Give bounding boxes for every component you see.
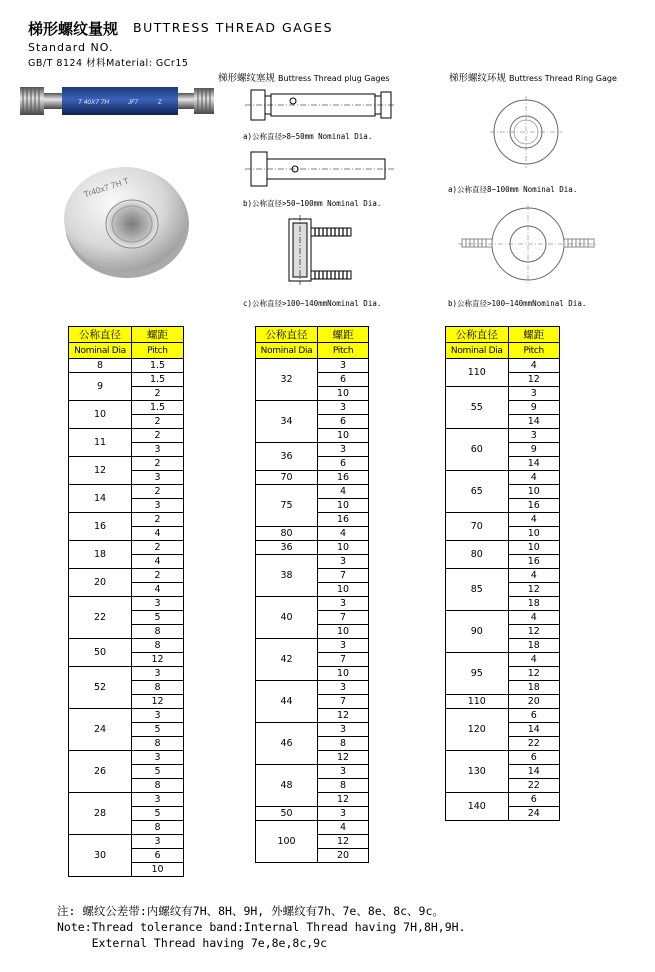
nominal-dia-cell: 50 — [69, 639, 132, 667]
nominal-dia-cell: 12 — [69, 457, 132, 485]
nominal-dia-cell: 26 — [69, 751, 132, 793]
pitch-cell: 3 — [132, 709, 184, 723]
header-nominal-dia: 公称直径 — [256, 327, 318, 343]
standard-line: GB/T 8124 材料Material: GCr15 — [28, 58, 189, 69]
pitch-cell: 3 — [132, 793, 184, 807]
plug-caption-a: a)公称直径>8~50mm Nominal Dia. — [243, 132, 373, 141]
table-row — [69, 457, 184, 471]
nominal-dia-cell: 80 — [256, 527, 318, 541]
table-row — [69, 373, 184, 387]
pitch-cell: 6 — [318, 373, 369, 387]
table-row — [256, 555, 369, 569]
table-row — [69, 793, 184, 807]
nominal-dia-cell: 110 — [446, 695, 509, 709]
table-row — [256, 821, 369, 835]
header-nominal-dia: Nominal Dia — [69, 343, 132, 359]
table-row — [446, 541, 560, 555]
nominal-dia-cell: 75 — [256, 485, 318, 527]
pitch-cell: 10 — [318, 387, 369, 401]
pitch-cell: 12 — [318, 793, 369, 807]
pitch-cell: 16 — [318, 513, 369, 527]
pitch-cell: 3 — [318, 443, 369, 457]
pitch-cell: 7 — [318, 695, 369, 709]
pitch-cell: 4 — [318, 821, 369, 835]
pitch-cell: 2 — [132, 457, 184, 471]
header-pitch: Pitch — [318, 343, 369, 359]
nominal-dia-cell: 60 — [446, 429, 509, 471]
nominal-dia-cell: 80 — [446, 541, 509, 569]
pitch-cell: 6 — [508, 793, 559, 807]
pitch-cell: 6 — [508, 751, 559, 765]
standard-label: Standard NO. — [28, 41, 114, 54]
note-line-en-1: Note:Thread tolerance band:Internal Thread having 7H,8H,9H. — [57, 920, 466, 934]
pitch-cell: 12 — [132, 695, 184, 709]
pitch-cell: 8 — [132, 779, 184, 793]
title-english: BUTTRESS THREAD GAGES — [133, 20, 334, 35]
nominal-dia-cell: 14 — [69, 485, 132, 513]
plug-section-title-cn: 梯形螺纹塞规 — [218, 73, 276, 84]
pitch-cell: 2 — [132, 429, 184, 443]
table-row — [446, 709, 560, 723]
table-header-cn — [256, 327, 369, 343]
pitch-cell: 9 — [508, 443, 559, 457]
table-row — [256, 807, 369, 821]
ring-caption-a: a)公称直径8~100mm Nominal Dia. — [448, 185, 578, 194]
header-nominal-dia: Nominal Dia — [446, 343, 509, 359]
ring-section-title-cn: 梯形螺纹环规 — [449, 73, 507, 84]
pitch-table-1 — [68, 326, 184, 877]
pitch-cell: 1.5 — [132, 373, 184, 387]
pitch-cell: 18 — [508, 681, 559, 695]
pitch-cell: 3 — [318, 723, 369, 737]
table-header-cn — [446, 327, 560, 343]
pitch-cell: 1.5 — [132, 401, 184, 415]
ring-gauge-photo — [62, 162, 192, 280]
header-pitch: 螺距 — [508, 327, 559, 343]
pitch-cell: 10 — [132, 863, 184, 877]
pitch-cell: 10 — [318, 429, 369, 443]
nominal-dia-cell: 32 — [256, 359, 318, 401]
table-row — [69, 429, 184, 443]
pitch-cell: 2 — [132, 569, 184, 583]
pitch-cell: 5 — [132, 765, 184, 779]
pitch-cell: 10 — [508, 527, 559, 541]
header-nominal-dia: 公称直径 — [69, 327, 132, 343]
note-line-cn: 注: 螺纹公差带:内螺纹有7H、8H、9H, 外螺纹有7h、7e、8e、8c、9c。 — [57, 904, 444, 918]
note-line-en-2: External Thread having 7e,8e,8c,9c — [57, 936, 328, 950]
pitch-cell: 10 — [318, 541, 369, 555]
nominal-dia-cell: 30 — [69, 835, 132, 877]
ring-section-title — [449, 70, 617, 84]
pitch-cell: 12 — [508, 583, 559, 597]
pitch-cell: 6 — [318, 415, 369, 429]
pitch-cell: 2 — [132, 541, 184, 555]
pitch-cell: 14 — [508, 723, 559, 737]
nominal-dia-cell: 90 — [446, 611, 509, 653]
nominal-dia-cell: 65 — [446, 471, 509, 513]
table-row — [446, 359, 560, 373]
table-row — [256, 765, 369, 779]
pitch-cell: 12 — [508, 625, 559, 639]
pitch-cell: 7 — [318, 611, 369, 625]
pitch-cell: 12 — [508, 667, 559, 681]
pitch-cell: 3 — [132, 835, 184, 849]
table-row — [69, 401, 184, 415]
plug-photo-label2: JF7 — [128, 100, 139, 106]
header-pitch: 螺距 — [132, 327, 184, 343]
nominal-dia-cell: 52 — [69, 667, 132, 709]
pitch-cell: 14 — [508, 415, 559, 429]
pitch-cell: 10 — [318, 583, 369, 597]
table-row — [446, 695, 560, 709]
pitch-cell: 3 — [508, 429, 559, 443]
pitch-cell: 12 — [318, 751, 369, 765]
table-row — [69, 751, 184, 765]
pitch-cell: 8 — [132, 737, 184, 751]
ring-drawing-a — [490, 96, 562, 168]
pitch-cell: 2 — [132, 387, 184, 401]
table-header-en — [69, 343, 184, 359]
table-row — [256, 401, 369, 415]
nominal-dia-cell: 48 — [256, 765, 318, 807]
nominal-dia-cell: 38 — [256, 555, 318, 597]
pitch-cell: 22 — [508, 737, 559, 751]
nominal-dia-cell: 10 — [69, 401, 132, 429]
nominal-dia-cell: 70 — [446, 513, 509, 541]
pitch-cell: 20 — [318, 849, 369, 863]
pitch-cell: 3 — [132, 597, 184, 611]
pitch-cell: 10 — [318, 625, 369, 639]
nominal-dia-cell: 140 — [446, 793, 509, 821]
pitch-cell: 4 — [132, 583, 184, 597]
pitch-cell: 4 — [318, 485, 369, 499]
pitch-cell: 8 — [318, 737, 369, 751]
table-row — [256, 527, 369, 541]
pitch-cell: 10 — [508, 541, 559, 555]
nominal-dia-cell: 36 — [256, 541, 318, 555]
pitch-cell: 5 — [132, 723, 184, 737]
pitch-cell: 3 — [132, 499, 184, 513]
pitch-cell: 2 — [132, 485, 184, 499]
table-row — [69, 639, 184, 653]
pitch-cell: 1.5 — [132, 359, 184, 373]
pitch-cell: 3 — [318, 765, 369, 779]
pitch-cell: 3 — [318, 401, 369, 415]
nominal-dia-cell: 16 — [69, 513, 132, 541]
pitch-cell: 16 — [508, 499, 559, 513]
table-row — [446, 793, 560, 807]
pitch-cell: 7 — [318, 653, 369, 667]
table-row — [256, 443, 369, 457]
plug-photo-label: T 40X7 7H — [78, 99, 110, 106]
header-pitch: Pitch — [132, 343, 184, 359]
pitch-cell: 10 — [318, 667, 369, 681]
ring-drawing-b — [458, 205, 598, 283]
pitch-cell: 3 — [318, 639, 369, 653]
pitch-cell: 22 — [508, 779, 559, 793]
pitch-cell: 3 — [318, 807, 369, 821]
table-row — [446, 471, 560, 485]
nominal-dia-cell: 24 — [69, 709, 132, 751]
table-row — [69, 667, 184, 681]
plug-drawing-a — [245, 88, 395, 128]
nominal-dia-cell: 8 — [69, 359, 132, 373]
pitch-cell: 8 — [132, 681, 184, 695]
ring-photo-label: Tr40x7 7H T — [82, 175, 130, 200]
header-pitch: 螺距 — [318, 327, 369, 343]
nominal-dia-cell: 44 — [256, 681, 318, 723]
plug-caption-c: c)公称直径>100~140mmNominal Dia. — [243, 299, 382, 308]
header-nominal-dia: Nominal Dia — [256, 343, 318, 359]
nominal-dia-cell: 46 — [256, 723, 318, 765]
pitch-cell: 7 — [318, 569, 369, 583]
table-row — [446, 429, 560, 443]
pitch-cell: 14 — [508, 765, 559, 779]
table-row — [446, 653, 560, 667]
nominal-dia-cell: 40 — [256, 597, 318, 639]
table-row — [69, 597, 184, 611]
nominal-dia-cell: 110 — [446, 359, 509, 387]
pitch-cell: 8 — [318, 779, 369, 793]
plug-section-title-en: Buttress Thread plug Gages — [278, 74, 390, 83]
pitch-cell: 3 — [132, 667, 184, 681]
header-nominal-dia: 公称直径 — [446, 327, 509, 343]
pitch-cell: 3 — [132, 471, 184, 485]
nominal-dia-cell: 55 — [446, 387, 509, 429]
header-pitch: Pitch — [508, 343, 559, 359]
pitch-cell: 14 — [508, 457, 559, 471]
nominal-dia-cell: 22 — [69, 597, 132, 639]
plug-section-title — [218, 70, 390, 84]
table-header-cn — [69, 327, 184, 343]
table-row — [69, 513, 184, 527]
table-row — [69, 541, 184, 555]
pitch-cell: 12 — [318, 709, 369, 723]
pitch-cell: 8 — [132, 625, 184, 639]
table-header-en — [446, 343, 560, 359]
table-row — [446, 387, 560, 401]
table-row — [69, 359, 184, 373]
nominal-dia-cell: 20 — [69, 569, 132, 597]
pitch-cell: 3 — [318, 359, 369, 373]
plug-photo-label3: Z — [158, 100, 162, 106]
table-row — [256, 541, 369, 555]
pitch-cell: 4 — [508, 471, 559, 485]
table-header-en — [256, 343, 369, 359]
pitch-cell: 4 — [132, 555, 184, 569]
table-row — [256, 597, 369, 611]
pitch-cell: 24 — [508, 807, 559, 821]
nominal-dia-cell: 130 — [446, 751, 509, 793]
table-row — [256, 471, 369, 485]
pitch-cell: 12 — [132, 653, 184, 667]
pitch-cell: 3 — [132, 443, 184, 457]
pitch-cell: 10 — [318, 499, 369, 513]
nominal-dia-cell: 9 — [69, 373, 132, 401]
pitch-cell: 8 — [132, 821, 184, 835]
pitch-cell: 5 — [132, 807, 184, 821]
pitch-cell: 10 — [508, 485, 559, 499]
pitch-cell: 12 — [318, 835, 369, 849]
nominal-dia-cell: 100 — [256, 821, 318, 863]
pitch-table-2 — [255, 326, 369, 863]
pitch-cell: 3 — [318, 597, 369, 611]
pitch-cell: 3 — [318, 555, 369, 569]
nominal-dia-cell: 11 — [69, 429, 132, 457]
ring-section-title-en: Buttress Thread Ring Gage — [509, 74, 617, 83]
plug-caption-b: b)公称直径>50~100mm Nominal Dia. — [243, 199, 382, 208]
table-row — [69, 835, 184, 849]
pitch-cell: 3 — [508, 387, 559, 401]
nominal-dia-cell: 95 — [446, 653, 509, 695]
pitch-cell: 18 — [508, 597, 559, 611]
pitch-cell: 8 — [132, 639, 184, 653]
pitch-cell: 3 — [318, 681, 369, 695]
pitch-cell: 6 — [318, 457, 369, 471]
ring-caption-b: b)公称直径>100~140mmNominal Dia. — [448, 299, 587, 308]
pitch-cell: 4 — [318, 527, 369, 541]
pitch-cell: 4 — [132, 527, 184, 541]
pitch-cell: 4 — [508, 653, 559, 667]
table-row — [446, 751, 560, 765]
table-row — [256, 359, 369, 373]
pitch-cell: 12 — [508, 373, 559, 387]
pitch-cell: 20 — [508, 695, 559, 709]
table-row — [446, 569, 560, 583]
plug-drawing-c — [275, 215, 355, 285]
notes-block — [57, 903, 466, 951]
table-row — [256, 485, 369, 499]
nominal-dia-cell: 85 — [446, 569, 509, 611]
plug-drawing-b — [245, 150, 395, 192]
plug-gauge-photo — [18, 80, 218, 122]
pitch-cell: 5 — [132, 611, 184, 625]
table-row — [256, 639, 369, 653]
nominal-dia-cell: 42 — [256, 639, 318, 681]
table-row — [446, 513, 560, 527]
pitch-table-3 — [445, 326, 560, 821]
pitch-cell: 3 — [132, 751, 184, 765]
table-row — [69, 569, 184, 583]
nominal-dia-cell: 28 — [69, 793, 132, 835]
table-row — [256, 723, 369, 737]
nominal-dia-cell: 34 — [256, 401, 318, 443]
pitch-cell: 4 — [508, 611, 559, 625]
pitch-cell: 2 — [132, 513, 184, 527]
pitch-cell: 4 — [508, 513, 559, 527]
table-row — [256, 681, 369, 695]
pitch-cell: 18 — [508, 639, 559, 653]
pitch-cell: 6 — [508, 709, 559, 723]
table-row — [446, 611, 560, 625]
pitch-cell: 9 — [508, 401, 559, 415]
nominal-dia-cell: 50 — [256, 807, 318, 821]
pitch-cell: 16 — [318, 471, 369, 485]
nominal-dia-cell: 120 — [446, 709, 509, 751]
pitch-cell: 6 — [132, 849, 184, 863]
table-row — [69, 709, 184, 723]
nominal-dia-cell: 70 — [256, 471, 318, 485]
table-row — [69, 485, 184, 499]
pitch-cell: 4 — [508, 359, 559, 373]
title-chinese: 梯形螺纹量规 — [28, 20, 119, 38]
pitch-cell: 16 — [508, 555, 559, 569]
pitch-cell: 2 — [132, 415, 184, 429]
nominal-dia-cell: 36 — [256, 443, 318, 471]
nominal-dia-cell: 18 — [69, 541, 132, 569]
pitch-cell: 4 — [508, 569, 559, 583]
